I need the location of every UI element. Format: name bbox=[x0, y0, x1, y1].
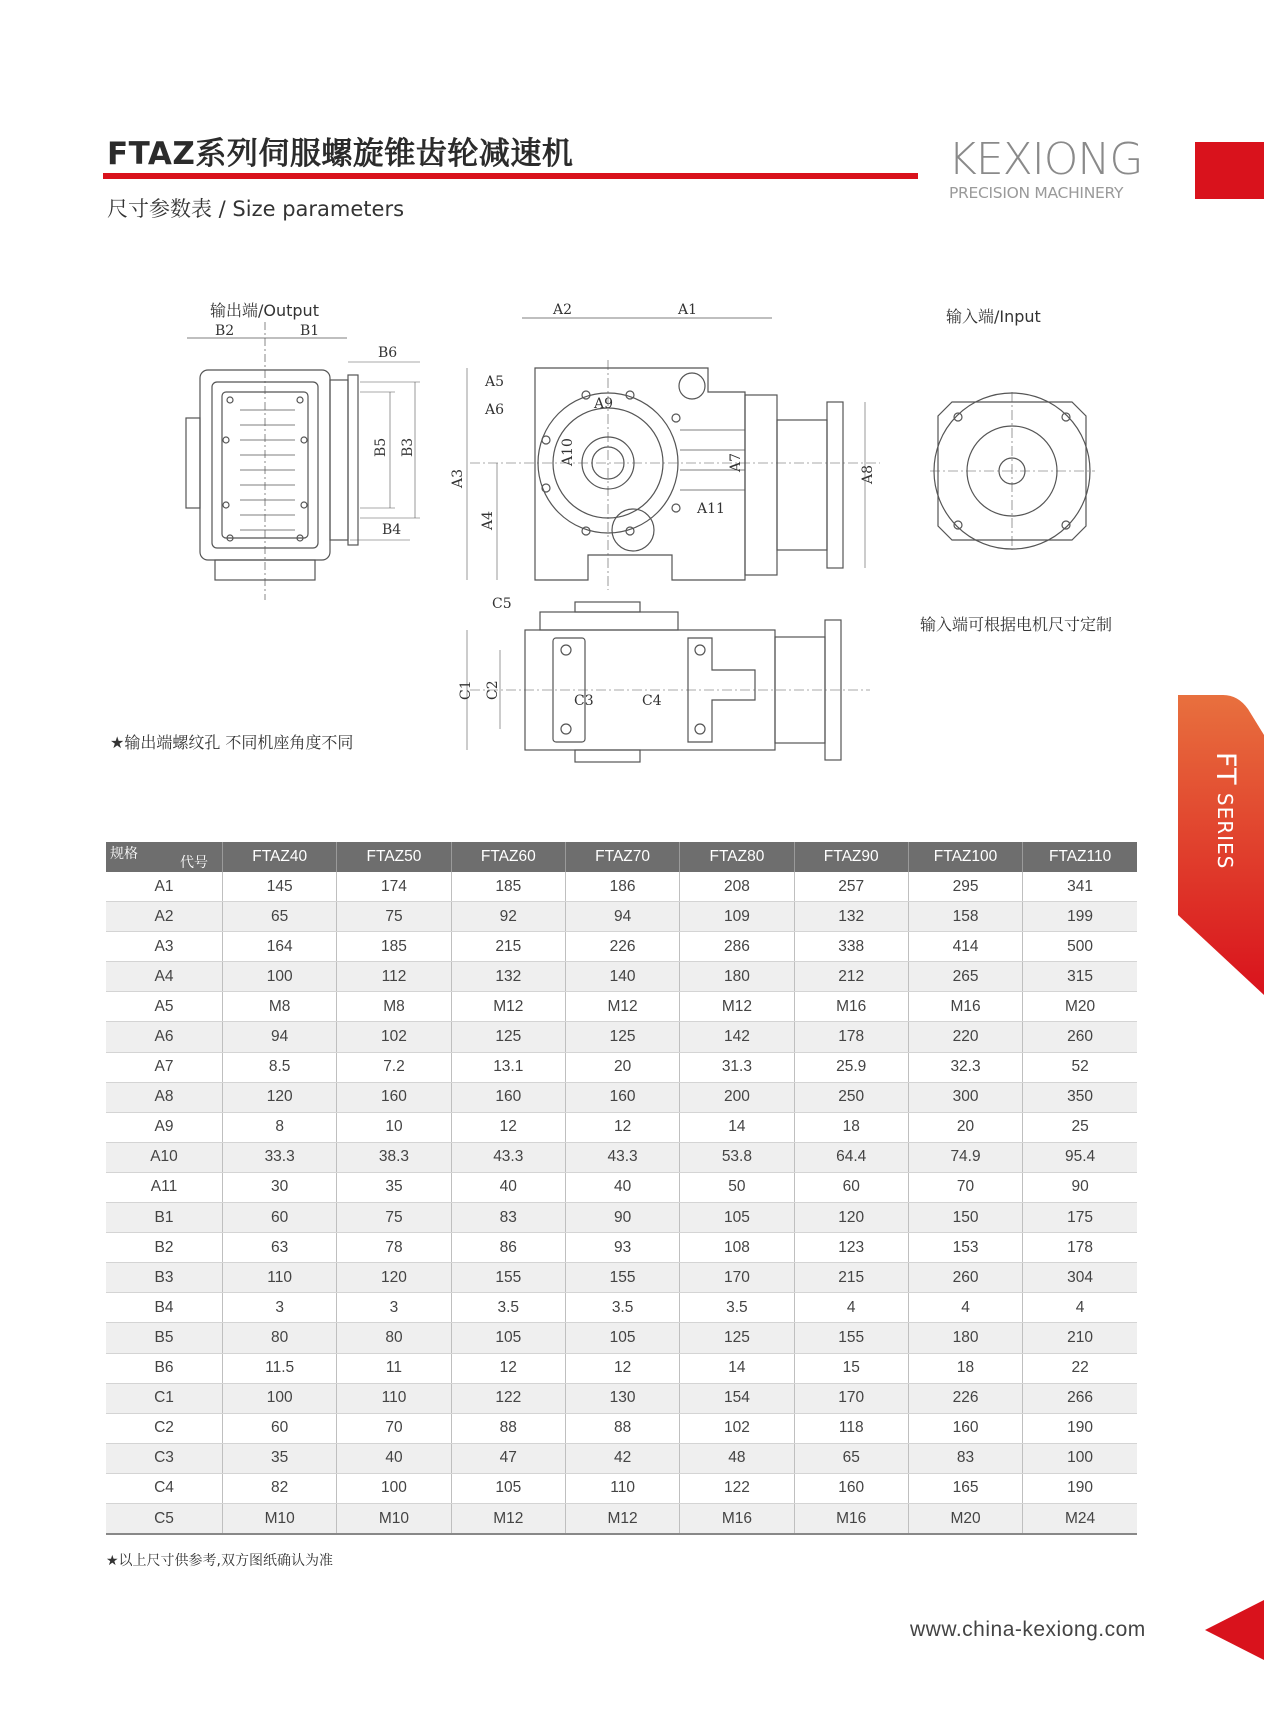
corner-code-label: 代号 bbox=[180, 854, 208, 870]
table-cell: 64.4 bbox=[794, 1142, 908, 1172]
table-cell: 83 bbox=[908, 1443, 1022, 1473]
table-cell: 215 bbox=[451, 932, 565, 962]
table-cell: 75 bbox=[337, 1203, 451, 1233]
table-cell: 13.1 bbox=[451, 1052, 565, 1082]
table-cell: 154 bbox=[680, 1383, 794, 1413]
table-cell: 123 bbox=[794, 1233, 908, 1263]
table-cell: 22 bbox=[1023, 1353, 1137, 1383]
table-cell: 10 bbox=[337, 1112, 451, 1142]
table-cell: 14 bbox=[680, 1112, 794, 1142]
table-cell: 185 bbox=[337, 932, 451, 962]
table-cell: M16 bbox=[908, 992, 1022, 1022]
table-row bbox=[106, 1353, 1137, 1383]
row-code: B5 bbox=[106, 1323, 223, 1353]
table-cell: 178 bbox=[1023, 1233, 1137, 1263]
column-header: FTAZ100 bbox=[908, 842, 1022, 872]
table-row bbox=[106, 1293, 1137, 1323]
table-cell: 105 bbox=[680, 1203, 794, 1233]
row-code: C2 bbox=[106, 1413, 223, 1443]
table-cell: 18 bbox=[908, 1353, 1022, 1383]
table-cell: 74.9 bbox=[908, 1142, 1022, 1172]
page-subtitle: 尺寸参数表 / Size parameters bbox=[107, 197, 405, 221]
table-cell: 125 bbox=[680, 1323, 794, 1353]
table-cell: 120 bbox=[337, 1263, 451, 1293]
dim-a6: A6 bbox=[485, 402, 505, 418]
table-cell: 47 bbox=[451, 1443, 565, 1473]
table-cell: 132 bbox=[794, 902, 908, 932]
table-cell: 300 bbox=[908, 1082, 1022, 1112]
table-cell: 125 bbox=[451, 1022, 565, 1052]
table-cell: 8 bbox=[223, 1112, 337, 1142]
table-row bbox=[106, 1112, 1137, 1142]
table-cell: 199 bbox=[1023, 902, 1137, 932]
table-row bbox=[106, 1413, 1137, 1443]
table-cell: 226 bbox=[908, 1383, 1022, 1413]
table-row bbox=[106, 962, 1137, 992]
table-row bbox=[106, 1503, 1137, 1534]
table-cell: 102 bbox=[680, 1413, 794, 1443]
table-cell: 145 bbox=[223, 872, 337, 902]
table-cell: 75 bbox=[337, 902, 451, 932]
table-cell: 155 bbox=[451, 1263, 565, 1293]
table-cell: 3.5 bbox=[451, 1293, 565, 1323]
table-cell: 60 bbox=[223, 1413, 337, 1443]
row-code: B6 bbox=[106, 1353, 223, 1383]
table-cell: 105 bbox=[565, 1323, 679, 1353]
table-cell: 178 bbox=[794, 1022, 908, 1052]
row-code: B1 bbox=[106, 1203, 223, 1233]
table-cell: 160 bbox=[337, 1082, 451, 1112]
table-cell: 100 bbox=[223, 962, 337, 992]
table-footnote: ★以上尺寸供参考,双方图纸确认为准 bbox=[106, 1553, 334, 1569]
table-cell: 105 bbox=[451, 1323, 565, 1353]
table-row bbox=[106, 1203, 1137, 1233]
top-view bbox=[458, 596, 870, 762]
table-cell: 160 bbox=[565, 1082, 679, 1112]
dim-c1: C1 bbox=[458, 680, 474, 700]
table-cell: 90 bbox=[1023, 1172, 1137, 1202]
dim-a3: A3 bbox=[450, 468, 466, 488]
table-cell: 341 bbox=[1023, 872, 1137, 902]
table-cell: 200 bbox=[680, 1082, 794, 1112]
table-cell: 210 bbox=[1023, 1323, 1137, 1353]
table-row bbox=[106, 1383, 1137, 1413]
table-cell: 295 bbox=[908, 872, 1022, 902]
table-cell: 190 bbox=[1023, 1473, 1137, 1503]
table-cell: 150 bbox=[908, 1203, 1022, 1233]
dim-b5: B5 bbox=[373, 437, 389, 457]
table-cell: 32.3 bbox=[908, 1052, 1022, 1082]
output-view bbox=[186, 301, 420, 600]
table-cell: 100 bbox=[337, 1473, 451, 1503]
table-cell: 88 bbox=[565, 1413, 679, 1443]
table-cell: 304 bbox=[1023, 1263, 1137, 1293]
column-header: FTAZ50 bbox=[337, 842, 451, 872]
table-cell: 14 bbox=[680, 1353, 794, 1383]
series-tab-ft: FT bbox=[1210, 752, 1241, 786]
table-cell: 108 bbox=[680, 1233, 794, 1263]
table-cell: 11 bbox=[337, 1353, 451, 1383]
row-code: A6 bbox=[106, 1022, 223, 1052]
table-cell: 3.5 bbox=[680, 1293, 794, 1323]
table-cell: 25.9 bbox=[794, 1052, 908, 1082]
table-cell: 170 bbox=[794, 1383, 908, 1413]
table-cell: 15 bbox=[794, 1353, 908, 1383]
table-cell: 110 bbox=[337, 1383, 451, 1413]
table-cell: 286 bbox=[680, 932, 794, 962]
dim-a4: A4 bbox=[480, 510, 496, 530]
table-cell: 52 bbox=[1023, 1052, 1137, 1082]
table-cell: M10 bbox=[337, 1503, 451, 1534]
table-cell: 120 bbox=[794, 1203, 908, 1233]
table-cell: M24 bbox=[1023, 1503, 1137, 1534]
table-cell: 155 bbox=[794, 1323, 908, 1353]
table-cell: 180 bbox=[908, 1323, 1022, 1353]
table-cell: 94 bbox=[565, 902, 679, 932]
output-thread-note: ★输出端螺纹孔 不同机座角度不同 bbox=[110, 733, 354, 752]
table-cell: M12 bbox=[451, 1503, 565, 1534]
page-arrow-icon bbox=[1205, 1600, 1264, 1660]
table-cell: M12 bbox=[451, 992, 565, 1022]
table-cell: 20 bbox=[908, 1112, 1022, 1142]
table-cell: 257 bbox=[794, 872, 908, 902]
table-cell: 65 bbox=[223, 902, 337, 932]
dim-a10: A10 bbox=[560, 438, 576, 466]
table-cell: 40 bbox=[337, 1443, 451, 1473]
column-header: FTAZ90 bbox=[794, 842, 908, 872]
row-code: B3 bbox=[106, 1263, 223, 1293]
table-cell: 20 bbox=[565, 1052, 679, 1082]
brand-red-block bbox=[1195, 142, 1264, 199]
table-cell: 350 bbox=[1023, 1082, 1137, 1112]
dim-a11: A11 bbox=[697, 501, 725, 517]
table-cell: 102 bbox=[337, 1022, 451, 1052]
table-cell: M12 bbox=[565, 992, 679, 1022]
table-cell: 118 bbox=[794, 1413, 908, 1443]
table-cell: 120 bbox=[223, 1082, 337, 1112]
table-corner-cell bbox=[106, 842, 223, 872]
table-cell: 12 bbox=[565, 1353, 679, 1383]
row-code: A7 bbox=[106, 1052, 223, 1082]
table-cell: 4 bbox=[908, 1293, 1022, 1323]
row-code: A8 bbox=[106, 1082, 223, 1112]
dim-a8: A8 bbox=[860, 464, 876, 484]
table-cell: 86 bbox=[451, 1233, 565, 1263]
table-cell: 92 bbox=[451, 902, 565, 932]
table-cell: 90 bbox=[565, 1203, 679, 1233]
table-cell: 33.3 bbox=[223, 1142, 337, 1172]
dim-a2: A2 bbox=[553, 302, 573, 318]
table-cell: 315 bbox=[1023, 962, 1137, 992]
row-code: B4 bbox=[106, 1293, 223, 1323]
table-cell: M8 bbox=[223, 992, 337, 1022]
table-cell: 4 bbox=[1023, 1293, 1137, 1323]
table-cell: 18 bbox=[794, 1112, 908, 1142]
input-custom-note: 输入端可根据电机尺寸定制 bbox=[920, 615, 1113, 634]
table-cell: M16 bbox=[794, 1503, 908, 1534]
table-cell: M20 bbox=[908, 1503, 1022, 1534]
table-cell: 3 bbox=[223, 1293, 337, 1323]
table-cell: 165 bbox=[908, 1473, 1022, 1503]
input-label: 输入端/Input bbox=[946, 307, 1041, 326]
table-cell: 80 bbox=[337, 1323, 451, 1353]
dim-c3: C3 bbox=[574, 693, 594, 709]
table-cell: 100 bbox=[223, 1383, 337, 1413]
table-row bbox=[106, 1233, 1137, 1263]
dim-a5: A5 bbox=[485, 374, 505, 390]
table-cell: 158 bbox=[908, 902, 1022, 932]
table-cell: 226 bbox=[565, 932, 679, 962]
table-cell: 160 bbox=[908, 1413, 1022, 1443]
table-cell: 122 bbox=[451, 1383, 565, 1413]
dim-c4: C4 bbox=[642, 693, 662, 709]
table-cell: 215 bbox=[794, 1263, 908, 1293]
dim-a1: A1 bbox=[678, 302, 698, 318]
series-tab-series: SERIES bbox=[1213, 785, 1237, 870]
table-cell: 35 bbox=[337, 1172, 451, 1202]
table-cell: 43.3 bbox=[451, 1142, 565, 1172]
row-code: A9 bbox=[106, 1112, 223, 1142]
table-cell: 260 bbox=[1023, 1022, 1137, 1052]
table-cell: M16 bbox=[794, 992, 908, 1022]
row-code: A2 bbox=[106, 902, 223, 932]
table-cell: 160 bbox=[794, 1473, 908, 1503]
table-cell: 3.5 bbox=[565, 1293, 679, 1323]
row-code: A5 bbox=[106, 992, 223, 1022]
table-cell: 250 bbox=[794, 1082, 908, 1112]
table-cell: 50 bbox=[680, 1172, 794, 1202]
table-cell: 94 bbox=[223, 1022, 337, 1052]
table-cell: 93 bbox=[565, 1233, 679, 1263]
row-code: C3 bbox=[106, 1443, 223, 1473]
table-cell: 83 bbox=[451, 1203, 565, 1233]
table-header-row bbox=[106, 842, 1137, 872]
row-code: C1 bbox=[106, 1383, 223, 1413]
table-cell: 109 bbox=[680, 902, 794, 932]
output-label: 输出端/Output bbox=[210, 301, 319, 320]
column-header: FTAZ110 bbox=[1023, 842, 1137, 872]
row-code: C4 bbox=[106, 1473, 223, 1503]
table-row bbox=[106, 872, 1137, 902]
table-cell: 208 bbox=[680, 872, 794, 902]
table-cell: 160 bbox=[451, 1082, 565, 1112]
table-cell: M8 bbox=[337, 992, 451, 1022]
row-code: A10 bbox=[106, 1142, 223, 1172]
table-cell: 142 bbox=[680, 1022, 794, 1052]
dim-b3: B3 bbox=[400, 437, 416, 457]
dim-b4: B4 bbox=[382, 522, 402, 538]
table-cell: 265 bbox=[908, 962, 1022, 992]
table-cell: 140 bbox=[565, 962, 679, 992]
table-cell: 180 bbox=[680, 962, 794, 992]
table-cell: 35 bbox=[223, 1443, 337, 1473]
table-cell: M16 bbox=[680, 1503, 794, 1534]
table-cell: 53.8 bbox=[680, 1142, 794, 1172]
table-row bbox=[106, 1323, 1137, 1353]
table-cell: 95.4 bbox=[1023, 1142, 1137, 1172]
table-cell: 30 bbox=[223, 1172, 337, 1202]
table-row bbox=[106, 1142, 1137, 1172]
table-cell: 3 bbox=[337, 1293, 451, 1323]
table-cell: 186 bbox=[565, 872, 679, 902]
table-cell: 12 bbox=[451, 1112, 565, 1142]
table-cell: 60 bbox=[794, 1172, 908, 1202]
row-code: A1 bbox=[106, 872, 223, 902]
table-cell: M20 bbox=[1023, 992, 1137, 1022]
table-cell: 42 bbox=[565, 1443, 679, 1473]
front-view bbox=[450, 302, 880, 590]
table-cell: 100 bbox=[1023, 1443, 1137, 1473]
table-cell: 25 bbox=[1023, 1112, 1137, 1142]
table-cell: 4 bbox=[794, 1293, 908, 1323]
row-code: B2 bbox=[106, 1233, 223, 1263]
table-cell: 7.2 bbox=[337, 1052, 451, 1082]
table-cell: 266 bbox=[1023, 1383, 1137, 1413]
title-underline bbox=[103, 173, 918, 179]
table-cell: 48 bbox=[680, 1443, 794, 1473]
table-cell: 110 bbox=[565, 1473, 679, 1503]
table-cell: 125 bbox=[565, 1022, 679, 1052]
table-cell: 112 bbox=[337, 962, 451, 992]
table-cell: 500 bbox=[1023, 932, 1137, 962]
table-cell: 88 bbox=[451, 1413, 565, 1443]
table-cell: 11.5 bbox=[223, 1353, 337, 1383]
table-cell: 338 bbox=[794, 932, 908, 962]
table-cell: 155 bbox=[565, 1263, 679, 1293]
table-cell: 38.3 bbox=[337, 1142, 451, 1172]
size-parameter-table bbox=[106, 842, 1137, 1535]
row-code: C5 bbox=[106, 1503, 223, 1534]
table-row bbox=[106, 1443, 1137, 1473]
table-row bbox=[106, 1172, 1137, 1202]
table-row bbox=[106, 1263, 1137, 1293]
dim-c2: C2 bbox=[485, 680, 501, 700]
row-code: A4 bbox=[106, 962, 223, 992]
table-cell: 174 bbox=[337, 872, 451, 902]
row-code: A3 bbox=[106, 932, 223, 962]
column-header: FTAZ60 bbox=[451, 842, 565, 872]
dim-a9: A9 bbox=[594, 396, 614, 412]
table-cell: 212 bbox=[794, 962, 908, 992]
corner-spec-label: 规格 bbox=[110, 845, 138, 861]
table-row bbox=[106, 902, 1137, 932]
table-cell: 40 bbox=[451, 1172, 565, 1202]
row-code: A11 bbox=[106, 1172, 223, 1202]
table-cell: 12 bbox=[451, 1353, 565, 1383]
table-cell: M12 bbox=[565, 1503, 679, 1534]
column-header: FTAZ80 bbox=[680, 842, 794, 872]
table-cell: 60 bbox=[223, 1203, 337, 1233]
table-cell: 153 bbox=[908, 1233, 1022, 1263]
table-cell: 82 bbox=[223, 1473, 337, 1503]
table-cell: 132 bbox=[451, 962, 565, 992]
table-cell: 110 bbox=[223, 1263, 337, 1293]
table-cell: 31.3 bbox=[680, 1052, 794, 1082]
table-cell: 164 bbox=[223, 932, 337, 962]
table-cell: 122 bbox=[680, 1473, 794, 1503]
page-title: FTAZ系列伺服螺旋锥齿轮减速机 bbox=[107, 136, 574, 172]
table-cell: 78 bbox=[337, 1233, 451, 1263]
table-cell: 175 bbox=[1023, 1203, 1137, 1233]
table-row bbox=[106, 1082, 1137, 1112]
table-row bbox=[106, 1022, 1137, 1052]
brand-logo: KEXIONG bbox=[948, 134, 1143, 185]
column-header: FTAZ70 bbox=[565, 842, 679, 872]
table-cell: 12 bbox=[565, 1112, 679, 1142]
table-cell: 105 bbox=[451, 1473, 565, 1503]
table-cell: 65 bbox=[794, 1443, 908, 1473]
dim-a7: A7 bbox=[728, 452, 744, 472]
dim-b2: B2 bbox=[215, 323, 235, 339]
table-cell: 70 bbox=[337, 1413, 451, 1443]
table-cell: 80 bbox=[223, 1323, 337, 1353]
website-url[interactable]: www.china-kexiong.com bbox=[910, 1618, 1146, 1641]
table-cell: 63 bbox=[223, 1233, 337, 1263]
table-cell: M10 bbox=[223, 1503, 337, 1534]
table-cell: 190 bbox=[1023, 1413, 1137, 1443]
table-row bbox=[106, 992, 1137, 1022]
dim-c5: C5 bbox=[492, 596, 512, 612]
series-tab-label bbox=[1210, 752, 1241, 869]
table-cell: 170 bbox=[680, 1263, 794, 1293]
table-row bbox=[106, 1052, 1137, 1082]
table-cell: 8.5 bbox=[223, 1052, 337, 1082]
table-cell: 43.3 bbox=[565, 1142, 679, 1172]
table-row bbox=[106, 932, 1137, 962]
table-cell: 260 bbox=[908, 1263, 1022, 1293]
table-cell: 185 bbox=[451, 872, 565, 902]
table-row bbox=[106, 1473, 1137, 1503]
dim-b1: B1 bbox=[300, 323, 320, 339]
table-cell: 40 bbox=[565, 1172, 679, 1202]
table-cell: 220 bbox=[908, 1022, 1022, 1052]
table-cell: M12 bbox=[680, 992, 794, 1022]
dim-b6: B6 bbox=[378, 345, 398, 361]
column-header: FTAZ40 bbox=[223, 842, 337, 872]
table-cell: 414 bbox=[908, 932, 1022, 962]
input-view bbox=[930, 307, 1095, 550]
brand-tagline: PRECISION MACHINERY bbox=[949, 184, 1124, 202]
table-cell: 70 bbox=[908, 1172, 1022, 1202]
table-cell: 130 bbox=[565, 1383, 679, 1413]
